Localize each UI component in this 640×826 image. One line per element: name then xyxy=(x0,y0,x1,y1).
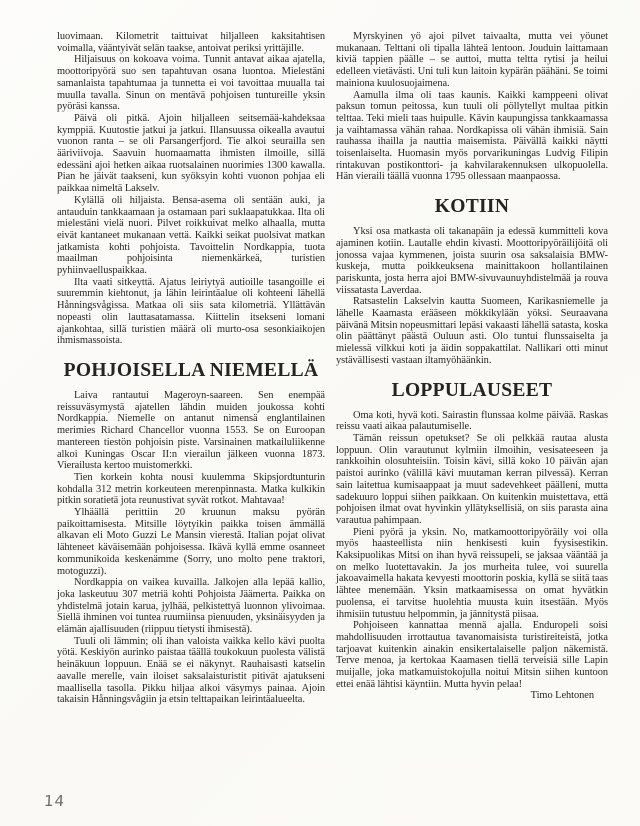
paragraph: Pieni pyörä ja yksin. No, matkamoottoripyöräily voi olla myös haasteellista niin henkisesti kuin fyysisestikin. Kaksipuolikas Mitsi on ihan hyvä reissupeli, se jaksaa vääntää ja on melko luotettavakin. Ja jos murheita tulee, voi suurella jakoavaimella hakata kevyesti moottorin poskia, kyllä se siitä taas lähtee menemään. Yksin matkaamisessa on omat hyvätkin puolensa, ei tarvitse huolehtia muusta kuin itsestään. Myös ihmisiin tutustuu helpommin, ja jännitystä piisaa. xyxy=(336,526,608,620)
text-column-left xyxy=(57,31,325,706)
paragraph: Oma koti, hyvä koti. Sairastin flunssaa kolme päivää. Raskas reissu vaati aikaa palautumiselle. xyxy=(336,409,608,433)
text-column-right xyxy=(336,31,608,702)
paragraph: Hiljaisuus on kokoava voima. Tunnit antavat aikaa ajatella, moottoripyörä suo sen tapahtuvan osana luontoa. Mielestäni samanlaista tapahtumaa ja tunnetta ei voi tavoittaa muualla tai muulla tavalla. Sinun on mentävä pohjoisen tuntureille yksin pyöräsi kanssa. xyxy=(57,54,325,113)
paragraph: Ratsastelin Lakselvin kautta Suomeen, Karikasniemelle ja lähelle Kaamasta erääseen mökkikylään yöksi. Seuraavana päivänä Mitsin nopeusmittari lepäsi vakaasti lähellä satasta, koska olin päättänyt päästä Ouluun asti. Olo tuntui flunssaiselta ja mielessä vilkkui koti ja äidin soppakattilat. Nallikari otti minut ystävällisesti vastaan iltamyöhäänkin. xyxy=(336,296,608,366)
paragraph: Ilta vaati sitkeyttä. Ajatus leiriytyä autioille tasangoille ei suuremmin kiehtonut, ja lähin leirintäalue oli kohteeni lähellä Hånningsvågissa. Matkaa oli siis sata kilometriä. Yllättävän nopeasti olin lauttasatamassa. Kiittelin itsekseni lomani ajankohtaa, sillä turistien määrä oli murto-osa sesonkiaikojen ihmismassoista. xyxy=(57,276,325,347)
paragraph: Tuuli oli lämmin; oli ihan valoista vaikka kello kävi puolta yötä. Keskiyön aurinko paistaa täällä toukokuun puolesta välistä heinäkuun loppuun. Enää se ei näkynyt. Rauhaisasti katselin aavalle merelle, vain iloiset saksalaisturistit pitivät ajatukseni maallisella tasolla. Pikku hiljaa alkoi väsymys painaa. Ajoin takaisin Hånningsvågiin ja etsin telttapaikan leirintäalueelta. xyxy=(57,635,325,706)
paragraph: Tien korkein kohta nousi kuulemma Skipsjordtunturin kohdalla 312 metrin korkeuteen merenpinnasta. Matka kulkikin pitkin soratietä jota reunustivat syvät rotkot. Mahtavaa! xyxy=(57,471,325,507)
page-number: 14 xyxy=(43,792,66,810)
paragraph: Pohjoiseen kannattaa mennä ajalla. Enduropeli soisi mahdollisuuden irrottautua tavanomaisista turistireiteistä, jotka tarjoavat kuitenkin ainakin ensikertalaiselle paljon näkemistä. Terve menoa, ja kertokaa Kaamasen tiellä terveisiä sille Lapin muijalle, joka matkamuistokojulla noitui Mitsin siihen kuntoon ettei enää lähtisi käyntiin. Mutta hyvin pelaa! xyxy=(336,620,608,690)
paragraph: Ylhäällä perittiin 20 kruunun maksu pyörän paikoittamisesta. Mitsille löytyikin paikka toisen ämmällä alkavan eli Moto Guzzi Le Mansin vierestä. Italian pojat olivat lähteneet käväisemään pohjoisessa. Ikävä kyllä emme osanneet kommunikoida keskenämme (Sorry, uno molto pene traktori, motoguzzi). xyxy=(57,507,325,577)
paragraph: Myrskyinen yö ajoi pilvet taivaalta, mutta vei yöunet mukanaan. Telttani oli tipalla lähteä lentoon. Jouduin laittamaan kiviä tappien päälle – se auttoi, mutta teltta rytisi ja heilui edelleen vietävästi. Uni tuli kun laitoin kypärän päähäni. Se toimi mainiona kuulosuojaimena. xyxy=(336,31,608,89)
paragraph: Laiva rantautui Mageroyn-saareen. Sen enempää reissuväsymystä ajatellen lähdin muiden joukossa kohti Nordkappia. Niemelle on antanut nimensä englantilainen merimies Richard Chancellor vuonna 1553. Se on Euroopan mantereen tiestön pohjoisin piste. Varsinainen matkailuliikenne alkoi Kuningas Oscar II:n vierailun jälkeen vuonna 1873. Vierailusta kertoo muistomerkki. xyxy=(57,389,325,472)
section-heading: LOPPULAUSEET xyxy=(391,379,553,401)
paragraph: Päivä oli pitkä. Ajoin hiljalleen seitsemää-kahdeksaa kymppiä. Kuutostie jatkui ja jatkui. Illansuussa oikealla avautui vuonon ranta – se oli Parsangerfjord. Tie alkoi seurailla sen ääriviivoja. Saavuin huomaamatta ihmisten ilmoille, sillä edessäni ajoi hetken aikaa ruotsalainen nuorimies 1300 kawalla. Pian he jäivät taakseni, kun syöksyin kohti vuonon pohjaa eli paikkaa nimeltä Lakselv. xyxy=(57,112,325,195)
paragraph: Tämän reissun opetukset? Se oli pelkkää rautaa alusta loppuun. Olin varautunut kylmiin ilmoihin, vesisateeseen ja rankkoihin olosuhteisiin. Toisin kävi, sillä koko 10 päivän ajan paistoi aurinko (välillä kävi muutaman kerran pilvessä). Kerran sain laitettua kumisaappaat ja muut sadevehkeet päälleni, mutta sadekuuro loppui siihen paikkaan. On kuitenkin muistettava, että pohjoisen ilmat ovat hyvinkin yllätyksellisiä, on siis parasta aina varautua pahimpaan. xyxy=(336,432,608,526)
section-heading: KOTIIN xyxy=(434,196,510,218)
paragraph: Aamulla ilma oli taas kaunis. Kaikki kamppeeni olivat paksun tomun peitossa, kun tuuli oli pöllytellyt multaa pitkin telttaa. Teki mieli taas huipulle. Kävin kaupungissa tankkaamassa ja vaihtamassa vähän rahaa. Nordkapissa oli vähän ihmisiä. Sain rauhassa ihailla ja nauttia maisemista. Päivällä kaikki näytti toisenlaiselta. Huomasin myös porvarikuningas Ludvig Filipin rintakuvan postikonttori- ja kahvilarakennuksen ulkopuolella. Hän vieraili täällä vuonna 1795 ollessaan maanpaossa. xyxy=(336,89,608,183)
section-heading: POHJOISELLA NIEMELLÄ xyxy=(63,359,319,381)
continuation-paragraph: luovimaan. Kilometrit taittuivat hiljalleen kaksitahtisen voimalla, vääntyivät selän taakse, antoivat periksi yrittäjille. xyxy=(57,31,325,54)
paragraph: Kylällä oli hiljaista. Bensa-asema oli sentään auki, ja antauduin tankkaamaan ja ostamaan pari suklaapatukkaa. Ilta oli mielestäni vielä nuori. Pilvet roikkuivat melko alhaalla, mutta eivät kantaneet mukanaan vettä. Kaikki seikat puolsivat matkan jatkamista kohti pohjoista. Tavoittelin Nordkappia, tuota maailman pohjoisinta niemenkärkeä, turistien pyhiinvaelluspaikkaa. xyxy=(57,194,325,277)
paragraph: Yksi osa matkasta oli takanapäin ja edessä kummitteli kova ajaminen kotiin. Lautalle ehdin kivasti. Moottoripyöräilijöitä oli jonossa vajaa kymmenen, joista suurin osa saksalaisia BMW-kuskeja, mutta poikkeuksena mainittakoon hollantilainen pariskunta, josta herra ajoi BMW-sivuvaunuyhdistelmää ja rouva viissatasta Laverdaa. xyxy=(336,226,608,296)
paragraph: Nordkappia on vaikea kuvailla. Jalkojen alla lepää kallio, joka laskeutuu 307 metriä kohti Pohjoista Jäämerta. Paikka on yhdistelmä jotain karua, jylhää, pelkistettyä luonnon ylivoimaa. Siellä ihminen voi tuntea ruumiinsa pienuuden, yksinäisyyden ja elämän ajallisuuden (riippuu tietysti ihmisestä). xyxy=(57,577,325,636)
author-signature: Timo Lehtonen xyxy=(530,690,594,702)
